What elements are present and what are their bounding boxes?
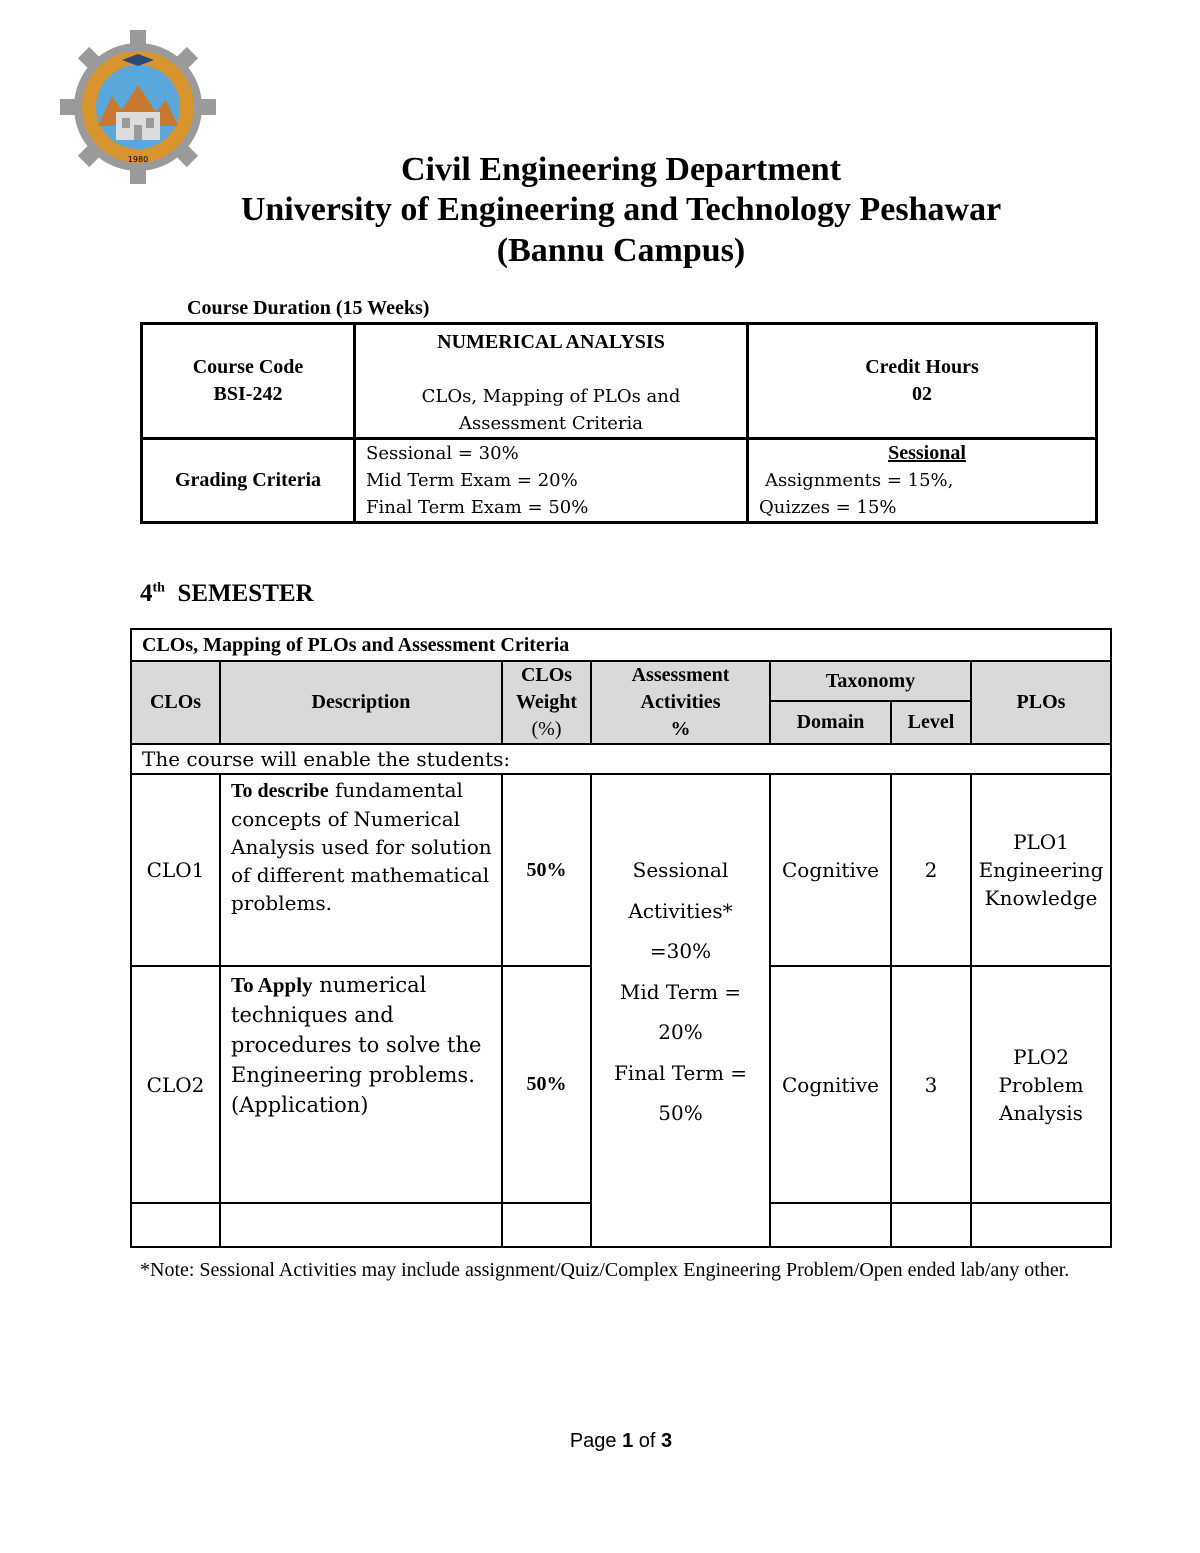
empty-cell — [220, 1203, 502, 1247]
sessional-note: *Note: Sessional Activities may include assignment/Quiz/Complex Engineering Problem/Open ended lab/any other. — [140, 1259, 1070, 1281]
credit-hours-label: Credit Hours — [865, 356, 979, 378]
empty-cell — [971, 1203, 1111, 1247]
clo1-desc-rest: fundamental concepts of Numerical Analysis used for solution of different mathematical problems. — [231, 778, 492, 915]
clo2-plo — [971, 966, 1111, 1203]
empty-cell — [131, 1203, 220, 1247]
sessional-label: Sessional — [888, 442, 966, 464]
department-title: Civil Engineering Department — [400, 151, 842, 188]
header-description: Description — [220, 661, 502, 744]
clo-table-title: CLOs, Mapping of PLOs and Assessment Criteria — [131, 629, 1111, 661]
grading-label: Grading Criteria — [142, 439, 355, 523]
clo2-plo-3: Analysis — [999, 1100, 1083, 1125]
clo1-plo-3: Knowledge — [984, 886, 1098, 910]
header-clos: CLOs — [131, 661, 220, 744]
clo2-plo-1: PLO2 — [1013, 1044, 1069, 1069]
clo1-plo — [971, 774, 1111, 966]
assessment-line-3: =30% — [649, 939, 712, 963]
clo1-desc-bold: To describe — [231, 780, 329, 802]
course-info-table — [140, 322, 1098, 524]
header-weight — [502, 661, 591, 744]
empty-cell — [502, 1203, 591, 1247]
header-assessment — [591, 661, 770, 744]
course-subtitle-1: CLOs, Mapping of PLOs and — [421, 386, 681, 407]
assessment-line-5: 20% — [658, 1020, 703, 1044]
clo2-weight: 50% — [502, 966, 591, 1203]
assessment-line-1: Sessional — [632, 858, 729, 882]
header-taxonomy: Taxonomy — [770, 661, 971, 701]
clo-intro: The course will enable the students: — [131, 744, 1111, 774]
clo1-plo-1: PLO1 — [1013, 830, 1069, 854]
semester-suffix: th — [152, 580, 165, 596]
empty-cell — [770, 1203, 891, 1247]
header-assess-3: % — [670, 718, 691, 740]
clo1-description — [220, 774, 502, 966]
assessment-line-2: Activities* — [628, 898, 733, 923]
credit-hours-cell — [748, 324, 1097, 439]
sessional-assignments: Assignments = 15%, — [765, 470, 954, 491]
header-assess-1: Assessment — [631, 664, 730, 686]
header-weight-3: (%) — [531, 718, 562, 740]
grading-final: Final Term Exam = 50% — [366, 497, 589, 518]
course-title-cell — [355, 324, 748, 439]
header-level: Level — [891, 701, 971, 744]
page-footer — [0, 1430, 1200, 1453]
clo2-description — [220, 966, 502, 1203]
assessment-line-4: Mid Term = — [619, 979, 742, 1004]
course-subtitle-2: Assessment Criteria — [459, 413, 643, 434]
clo1-plo-2: Engineering — [978, 858, 1104, 882]
grading-midterm: Mid Term Exam = 20% — [366, 470, 578, 491]
clo1-weight: 50% — [502, 774, 591, 966]
sessional-cell — [748, 439, 1097, 523]
svg-text:1980: 1980 — [127, 155, 149, 164]
footer-prefix: Page — [569, 1430, 623, 1452]
header-weight-2: Weight — [515, 691, 578, 713]
course-code-label: Course Code — [192, 356, 304, 378]
clo2-domain: Cognitive — [770, 966, 891, 1203]
grading-cell — [355, 439, 748, 523]
clo1-id: CLO1 — [131, 774, 220, 966]
campus-title: (Bannu Campus) — [496, 232, 746, 269]
sessional-quizzes: Quizzes = 15% — [759, 497, 897, 518]
grading-sessional: Sessional = 30% — [366, 443, 519, 464]
semester-label: SEMESTER — [177, 580, 314, 607]
empty-cell — [891, 1203, 971, 1247]
course-code: BSI-242 — [213, 383, 283, 405]
clo2-plo-2: Problem — [998, 1072, 1084, 1097]
course-code-cell — [142, 324, 355, 439]
university-title: University of Engineering and Technology Peshawar — [240, 191, 1002, 228]
assessment-line-6: Final Term = — [613, 1060, 748, 1085]
footer-middle: of — [633, 1430, 662, 1452]
assessment-line-7: 50% — [658, 1101, 703, 1125]
clo2-id: CLO2 — [131, 966, 220, 1203]
semester-number: 4 — [140, 580, 153, 607]
course-title: NUMERICAL ANALYSIS — [437, 331, 665, 353]
header-weight-1: CLOs — [520, 664, 573, 686]
header-domain: Domain — [770, 701, 891, 744]
clo2-desc-bold: To Apply — [231, 973, 313, 997]
header-assess-2: Activities — [640, 691, 721, 713]
header-plos: PLOs — [971, 661, 1111, 744]
clo2-level: 3 — [891, 966, 971, 1203]
footer-current-page: 1 — [622, 1430, 634, 1452]
footer-total-pages: 3 — [661, 1430, 673, 1452]
credit-hours: 02 — [912, 383, 932, 405]
clo1-domain: Cognitive — [770, 774, 891, 966]
course-duration: Course Duration (15 Weeks) — [187, 297, 430, 319]
clo2-desc-rest: numerical techniques and procedures to solve the Engineering problems. (Application) — [231, 973, 482, 1117]
assessment-activities-cell — [591, 774, 770, 1247]
clo-table — [130, 628, 1112, 1248]
clo1-level: 2 — [891, 774, 971, 966]
semester-heading — [140, 580, 314, 608]
